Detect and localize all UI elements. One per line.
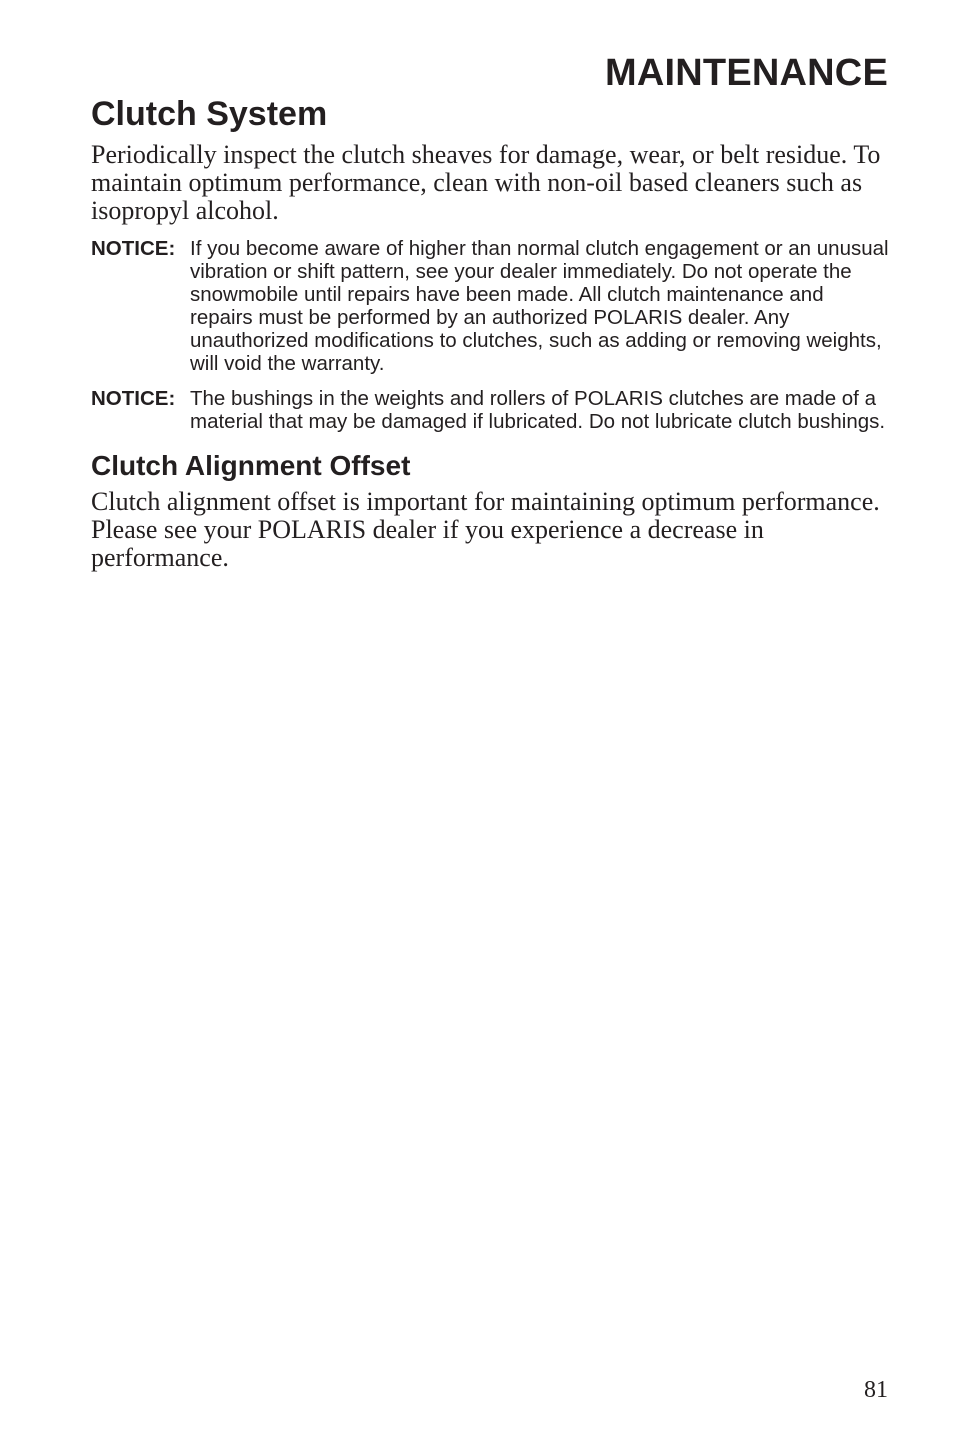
notice-block	[91, 237, 891, 375]
notice-label: NOTICE:	[91, 387, 176, 411]
clutch-alignment-body: Clutch alignment offset is important for maintaining optimum performance. Please see your POLARIS dealer if you experience a decrease in performance.	[91, 487, 880, 573]
clutch-system-heading: Clutch System	[91, 95, 328, 133]
page-header: MAINTENANCE	[605, 52, 888, 94]
page-number: 81	[864, 1377, 888, 1403]
notice-text: If you become aware of higher than normal clutch engagement or an unusual vibration or shift pattern, see your dealer immediately. Do not operate the snowmobile until repairs have been made. All clutch maintenance and repairs must be performed by an authorized POLARIS dealer. Any unauthorized modifications to clutches, such as adding or removing weights, will void the warranty.	[190, 237, 889, 376]
notice-label: NOTICE:	[91, 237, 176, 261]
notice-block	[91, 387, 891, 433]
notice-text: The bushings in the weights and rollers of POLARIS clutches are made of a material that may be damaged if lubricated. Do not lubricate clutch bushings.	[190, 387, 886, 434]
clutch-system-intro: Periodically inspect the clutch sheaves for damage, wear, or belt residue. To maintain optimum performance, clean with non-oil based cleaners such as isopropyl alcohol.	[91, 140, 881, 226]
clutch-alignment-heading: Clutch Alignment Offset	[91, 450, 411, 482]
page-content	[91, 96, 891, 572]
